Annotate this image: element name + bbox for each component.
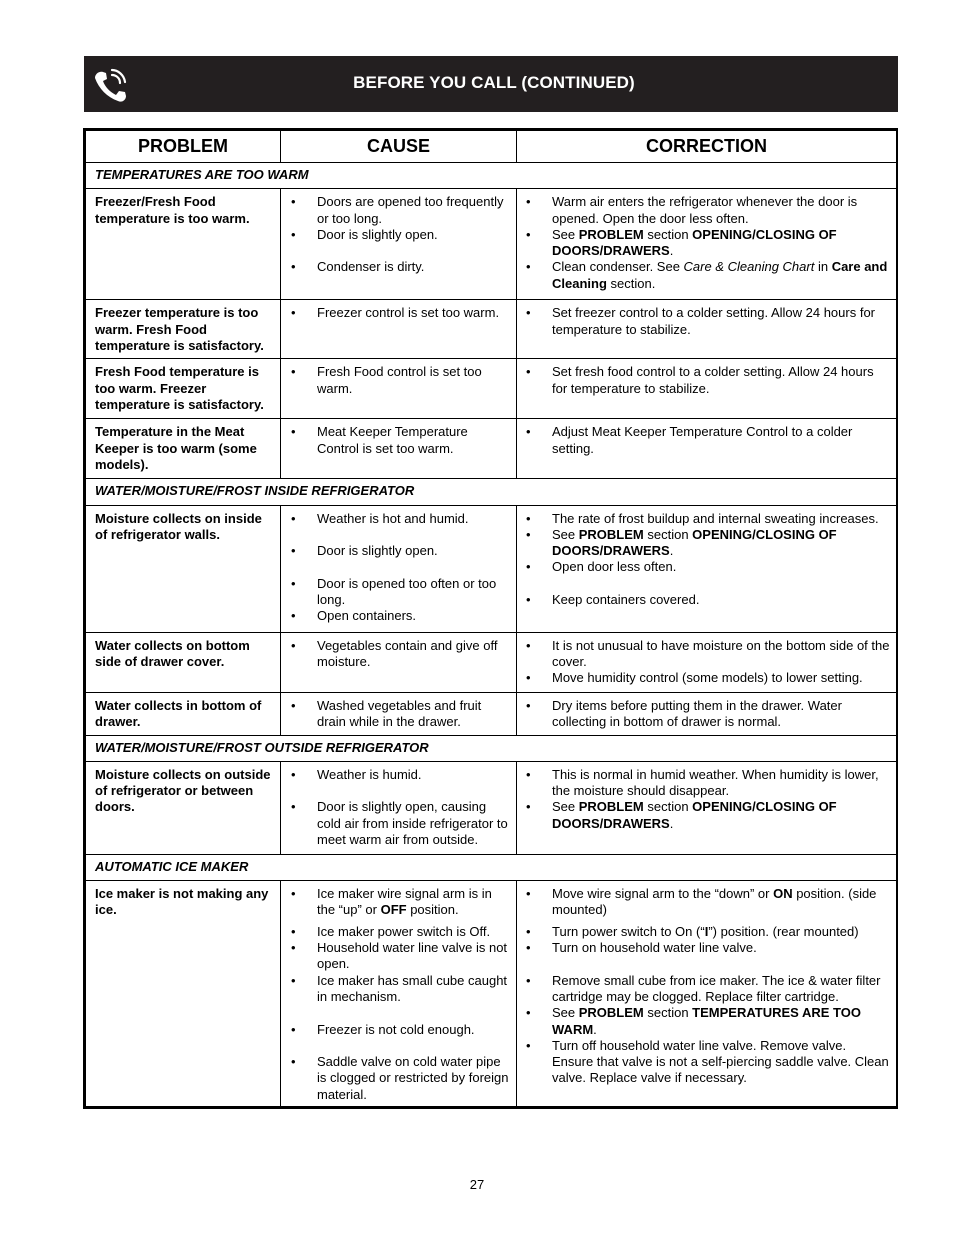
- table-row: [86, 761, 897, 854]
- text: section: [643, 1005, 693, 1021]
- text: section: [643, 226, 693, 242]
- text: Care and Cleaning: [552, 259, 888, 291]
- text: section: [643, 526, 693, 542]
- text: PROBLEM: [578, 1005, 644, 1021]
- cause-cell: [281, 881, 517, 1107]
- list-item: • Keep containers covered.: [517, 592, 890, 608]
- list-item: [517, 227, 890, 260]
- list-item: • Open containers.: [281, 608, 510, 624]
- correction-cell: [517, 419, 897, 479]
- text: See: [552, 799, 579, 815]
- list-item: • Ice maker power switch is Off.: [281, 924, 510, 940]
- list-item: • Set fresh food control to a colder setting. Allow 24 hours for temperature to stabilize.: [517, 364, 890, 397]
- list-item: • Move humidity control (some models) to lower setting.: [517, 670, 890, 686]
- text: in: [814, 259, 832, 275]
- cause-cell: [281, 419, 517, 479]
- text: Move wire signal arm to the “down” or: [552, 886, 774, 902]
- problem-cell: Water collects in bottom of drawer.: [86, 692, 281, 735]
- section-heading: AUTOMATIC ICE MAKER: [86, 854, 897, 880]
- list-item: • Door is opened too often or too long.: [281, 576, 510, 609]
- text: ON: [773, 886, 793, 902]
- text: See: [552, 226, 579, 242]
- list-item: • Condenser is dirty.: [281, 259, 510, 275]
- column-header-cause: CAUSE: [281, 131, 517, 163]
- list-item: [517, 527, 890, 560]
- table-row: [86, 359, 897, 419]
- list-item: • Weather is humid.: [281, 767, 510, 783]
- table-row: [86, 189, 897, 300]
- text: PROBLEM: [578, 526, 644, 542]
- text: .: [593, 1021, 597, 1037]
- correction-cell: [517, 881, 897, 1107]
- correction-cell: [517, 300, 897, 359]
- text: .: [669, 243, 674, 259]
- table-header-row: [86, 131, 897, 163]
- text: Turn power switch to On (“: [552, 923, 705, 939]
- text: OPENING/CLOSING OF DOORS/DRAWERS: [552, 799, 837, 831]
- text: OPENING/CLOSING OF DOORS/DRAWERS: [552, 526, 837, 559]
- list-item: • Meat Keeper Temperature Control is set too warm.: [281, 424, 510, 457]
- correction-cell: [517, 359, 897, 419]
- text: Clean condenser. See: [552, 259, 684, 275]
- text: .: [669, 543, 674, 559]
- list-item: • Adjust Meat Keeper Temperature Control to a colder setting.: [517, 424, 890, 457]
- correction-cell: [517, 692, 897, 735]
- text: OPENING/CLOSING OF DOORS/DRAWERS: [552, 226, 837, 259]
- text: section: [643, 799, 693, 815]
- text: .: [669, 815, 674, 831]
- list-item: [517, 886, 890, 919]
- text: See: [552, 1005, 579, 1021]
- list-item: • Turn off household water line valve. Remove valve. Ensure that valve is not a self-piercing saddle valve. Clean valve. Replace valve if necessary.: [517, 1038, 890, 1087]
- list-item: • Household water line valve is not open.: [281, 940, 510, 973]
- section-row: [86, 854, 897, 880]
- list-item: [517, 259, 890, 292]
- list-item: [517, 1005, 890, 1038]
- section-row: [86, 735, 897, 761]
- list-item: • Doors are opened too frequently or too long.: [281, 194, 510, 227]
- cause-cell: [281, 359, 517, 419]
- list-item: • Saddle valve on cold water pipe is clogged or restricted by foreign material.: [281, 1054, 510, 1103]
- list-item: • Vegetables contain and give off moisture.: [281, 638, 510, 671]
- correction-cell: [517, 189, 897, 300]
- list-item: [281, 886, 510, 919]
- problem-cell: Ice maker is not making any ice.: [86, 881, 281, 1107]
- table-row: [86, 505, 897, 632]
- list-item: • Freezer is not cold enough.: [281, 1022, 510, 1038]
- problem-cell: Freezer temperature is too warm. Fresh Food temperature is satisfactory.: [86, 300, 281, 359]
- cause-cell: [281, 692, 517, 735]
- list-item: • Door is slightly open.: [281, 227, 510, 243]
- table-row: [86, 632, 897, 692]
- section-heading: WATER/MOISTURE/FROST OUTSIDE REFRIGERATOR: [86, 735, 897, 761]
- text: Ice maker wire signal arm is in the “up” or: [317, 886, 492, 918]
- section-row: [86, 163, 897, 189]
- text: position. (side mounted): [552, 886, 877, 918]
- text: position.: [406, 902, 459, 918]
- cause-cell: [281, 505, 517, 632]
- table-row: [86, 692, 897, 735]
- list-item: [517, 799, 890, 832]
- table-row: [86, 881, 897, 1107]
- text: TEMPERATURES ARE TOO WARM: [552, 1005, 861, 1037]
- problem-cell: Temperature in the Meat Keeper is too warm (some models).: [86, 419, 281, 479]
- text: ”) position. (rear mounted): [708, 923, 859, 939]
- list-item: • The rate of frost buildup and internal sweating increases.: [517, 511, 890, 527]
- section-row: [86, 479, 897, 505]
- list-item: • Open door less often.: [517, 559, 890, 575]
- correction-cell: [517, 761, 897, 854]
- correction-cell: [517, 632, 897, 692]
- text: See: [552, 526, 579, 542]
- column-header-correction: CORRECTION: [517, 131, 897, 163]
- list-item: • Remove small cube from ice maker. The ice & water filter cartridge may be clogged. Replace filter cartridge.: [517, 973, 890, 1006]
- table-row: [86, 300, 897, 359]
- section-heading: TEMPERATURES ARE TOO WARM: [86, 163, 897, 189]
- list-item: • Ice maker has small cube caught in mechanism.: [281, 973, 510, 1006]
- section-header-bar: [84, 56, 898, 112]
- list-item: • This is normal in humid weather. When humidity is lower, the moisture should disappear.: [517, 767, 890, 800]
- problem-cell: Fresh Food temperature is too warm. Freezer temperature is satisfactory.: [86, 359, 281, 419]
- column-header-problem: PROBLEM: [86, 131, 281, 163]
- list-item: • Warm air enters the refrigerator whenever the door is opened. Open the door less often.: [517, 194, 890, 227]
- problem-cell: Water collects on bottom side of drawer cover.: [86, 632, 281, 692]
- list-item: [517, 924, 890, 940]
- problem-cell: Moisture collects on outside of refrigerator or between doors.: [86, 761, 281, 854]
- problem-cell: Moisture collects on inside of refrigerator walls.: [86, 505, 281, 632]
- text: PROBLEM: [578, 226, 644, 242]
- page-title: BEFORE YOU CALL (CONTINUED): [353, 73, 635, 92]
- list-item: • Washed vegetables and fruit drain while in the drawer.: [281, 698, 510, 731]
- cause-cell: [281, 632, 517, 692]
- list-item: • Weather is hot and humid.: [281, 511, 510, 527]
- cause-cell: [281, 761, 517, 854]
- problem-cell: Freezer/Fresh Food temperature is too warm.: [86, 189, 281, 300]
- list-item: • Door is slightly open.: [281, 543, 510, 559]
- section-heading: WATER/MOISTURE/FROST INSIDE REFRIGERATOR: [86, 479, 897, 505]
- page-number: 27: [469, 1177, 485, 1192]
- text: OFF: [380, 902, 407, 918]
- table-row: [86, 419, 897, 479]
- list-item: • It is not unusual to have moisture on the bottom side of the cover.: [517, 638, 890, 671]
- list-item: • Freezer control is set too warm.: [281, 305, 510, 321]
- troubleshooting-table: [83, 128, 898, 1109]
- cause-cell: [281, 189, 517, 300]
- text: I: [704, 923, 709, 939]
- list-item: • Fresh Food control is set too warm.: [281, 364, 510, 397]
- correction-cell: [517, 505, 897, 632]
- list-item: • Door is slightly open, causing cold air from inside refrigerator to meet warm air from outside.: [281, 799, 510, 848]
- list-item: • Turn on household water line valve.: [517, 940, 890, 956]
- list-item: • Set freezer control to a colder setting. Allow 24 hours for temperature to stabilize.: [517, 305, 890, 338]
- text: PROBLEM: [578, 799, 644, 815]
- cause-cell: [281, 300, 517, 359]
- list-item: • Dry items before putting them in the drawer. Water collecting in bottom of drawer is normal.: [517, 698, 890, 731]
- text: Care & Cleaning Chart: [683, 259, 815, 275]
- text: section.: [606, 275, 656, 291]
